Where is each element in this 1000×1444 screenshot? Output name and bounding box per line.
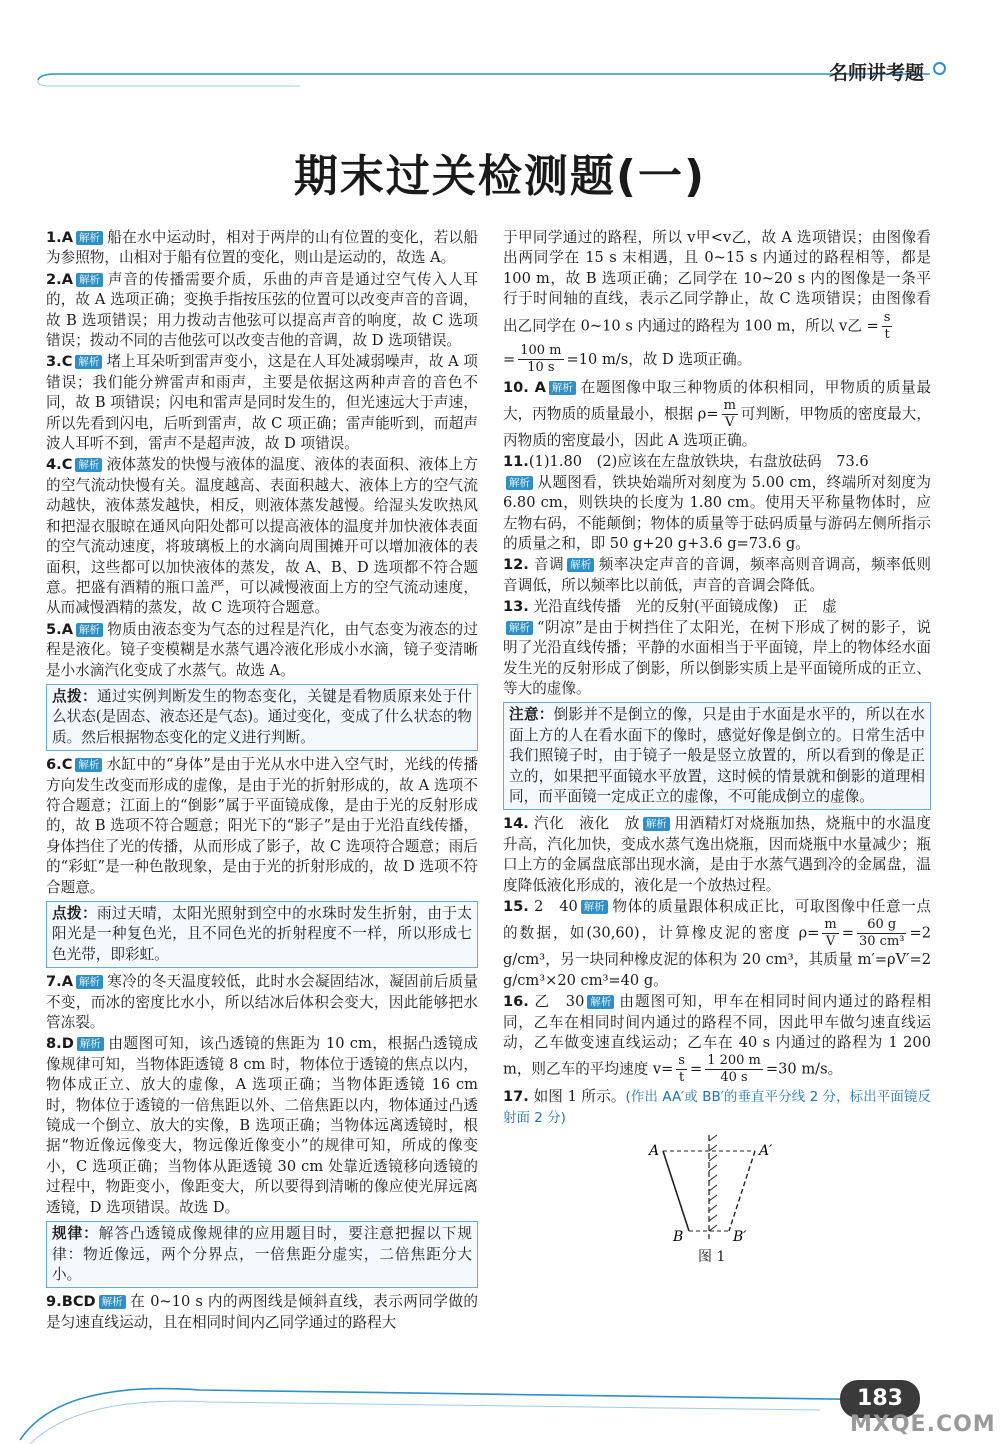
answer-5: 5.A 解析 物质由液态变为气态的过程是汽化，由气态变为液态的过程是液化。镜子变模糊是水蒸气遇冷液化形成小水滴，镜子变清晰是小水滴汽化变成了水蒸气。故选 A。 xyxy=(46,620,478,679)
answer-7: 7.A 解析 寒冷的冬天温度较低，此时水会凝固结冰，凝固前后质量不变，而冰的密度比水小，所以结冰后体积会变大，因此能够把水管冻裂。 xyxy=(46,973,478,1032)
fraction: $\frac{m}{V}$ xyxy=(824,917,837,950)
analysis-badge: 解析 xyxy=(581,900,608,914)
answer-10: 10. A 解析 在题图像中取三种物质的体积相同，甲物质的质量最大，丙物质的质量最小，根据 ρ= $\frac{m}{V}$ 可判断，甲物质的密度最大，丙物质的密度最小，因此 A 选项正确。 xyxy=(503,378,931,450)
tip-box: 点拨：通过实例判断发生的物态变化，关键是看物质原来处于什么状态(是固态、液态还是气态)。通过变化，变成了什么状态的物质。然后根据物态变化的定义进行判断。 xyxy=(46,684,478,751)
answer-2: 2.A 解析 声音的传播需要介质，乐曲的声音是通过空气传入人耳的，故 A 选项正确；变换手指按压弦的位置可以改变声音的音调，故 B 选项错误；用力拨动吉他弦可以提高声音的响度，故 C 选项错误；拨动不同的吉他弦可以改变吉他的音调，故 D 选项错误。 xyxy=(46,270,478,350)
note-box: 注意：倒影并不是倒立的像，只是由于水面是水平的，所以在水面上方的人在看水面下的像时，感觉好像是倒立的。日常生活中我们照镜子时，由于镜子一般是竖立放置的，所以看到的像是正立的，如果把平面镜水平放置，这时候的情景就和倒影的道理相同，而平面镜一定成正立的虚像，不可能成倒立的虚像。 xyxy=(503,702,931,810)
answer-3: 3.C 解析 堵上耳朵听到雷声变小，这是在人耳处减弱噪声，故 A 项错误；我们能分辨雷声和雨声，主要是依据这两种声音的音色不同，故 B 项错误；闪电和雷声是同时发生的，但光速远大于声速，所以先看到闪电，后听到雷声，故 C 项正确；雷声能听到，而超声波人耳听不到，雷声不是超声波，故 D 项错误。 xyxy=(46,353,478,453)
analysis-badge: 解析 xyxy=(75,758,102,772)
analysis-badge: 解析 xyxy=(99,1295,126,1309)
right-column xyxy=(503,228,931,1269)
answer-6: 6.C 解析 水缸中的“身体”是由于光从水中进入空气时，光线的传播方向发生改变而形成的虚像，是由于光的折射形成的，故 A 选项不符合题意；江面上的“倒影”属于平面镜成像，是由于光的反射形成的，故 B 选项不符合题意；阳光下的“影子”是由于光沿直线传播，身体挡住了光的传播，从而形成了影子，故 C 选项符合题意；雨后的“彩虹”是一种色散现象，是由于光的折射形成的，故 D 选项不符合题意。 xyxy=(46,756,478,896)
fraction: $\frac{1 200 m}{40 s}$ xyxy=(707,1053,761,1086)
answer-9-continued: 于甲同学通过的路程，所以 v甲<v乙，故 A 选项错误；由图像看出两同学在 15 s 末相遇，且 0~15 s 内通过的路程相等，都是 100 m，故 B 选项正确；乙同学在 10~20 s 内的图像是一条平行于时间轴的直线，表示乙同学静止，故 C 选项错误；由图像看出乙同学在 0~10 s 内通过的路程为 100 m，所以 v乙 = $\frac{s}{t}$ = $\frac{100 m}{10 s}$ =10 m/s，故 D 选项正确。 xyxy=(503,229,931,376)
left-column xyxy=(46,228,478,1334)
answer-11: 11.(1)1.80 (2)应该在左盘放铁块，右盘放砝码 73.6 解析 从题图看，铁块始端所对刻度为 5.00 cm，终端所对刻度为 6.80 cm，则铁块的长度为 1.80 cm。使用天平称量物体时，应左物右码，不能颠倒；物体的质量等于砝码质量与游码左侧所指示的质量之和，即 50 g+20 g+3.6 g=73.6 g。 xyxy=(503,453,931,553)
fraction: $\frac{60 g}{\text{30 cm³}}$ xyxy=(858,917,905,950)
answer-8: 8.D 解析 由题图可知，该凸透镜的焦距为 10 cm，根据凸透镜成像规律可知，当物体距透镜 8 cm 时，物体位于透镜的焦点以内，物体成正立、放大的虚像，A 选项正确；当物体距透镜 16 cm 时，物体位于透镜的一倍焦距以外、二倍焦距以内，物体通过凸透镜成一个倒立、放大的实像，B 选项正确；当物体远离透镜时，根据“物近像远像变大，物远像近像变小”的规律可知，所成的像变小，C 选项正确；当物体从距透镜 30 cm 处靠近透镜移向透镜的过程中，物距变小，像距变大，所以要得到清晰的像应使光屏远离透镜，D 选项错误。故选 D。 xyxy=(46,1035,478,1216)
analysis-badge: 解析 xyxy=(77,1037,104,1051)
label-B-prime: B′ xyxy=(733,1229,747,1246)
analysis-badge: 解析 xyxy=(567,558,594,572)
tip-box: 点拨：雨过天晴，太阳光照射到空中的水珠时发生折射，由于太阳光是一种复色光，且不同色光的折射程度不一样，所以形成七色光带，即彩虹。 xyxy=(46,901,478,968)
answer-12: 12. 音调 解析 频率决定声音的音调，频率高则音调高，频率低则音调低，所以频率比以前低，声音的音调会降低。 xyxy=(503,556,931,594)
analysis-badge: 解析 xyxy=(75,355,102,369)
header-ring-icon xyxy=(933,62,946,75)
figure-1 xyxy=(503,1129,931,1269)
answer-9: 9.BCD 解析 在 0~10 s 内的两图线是倾斜直线，表示两同学做的是匀速直线运动，且在相同时间内乙同学通过的路程大 xyxy=(46,1293,478,1331)
label-B: B xyxy=(673,1229,684,1246)
rule-box: 规律：解答凸透镜成像规律的应用题目时，要注意把握以下规律：物近像远，两个分界点，一倍焦距分虚实，二倍焦距分大小。 xyxy=(46,1221,478,1288)
fraction: $\frac{s}{t}$ xyxy=(883,309,891,342)
answer-1: 1.A 解析 船在水中运动时，相对于两岸的山有位置的变化，若以船为参照物，山相对于船有位置的变化，则山是运动的，故选 A。 xyxy=(46,229,478,267)
fraction: $\frac{m}{V}$ xyxy=(723,398,736,431)
mirror-diagram xyxy=(503,1129,931,1249)
watermark: MXQE.COM xyxy=(850,1412,996,1437)
label-A: A xyxy=(649,1143,660,1160)
analysis-badge: 解析 xyxy=(643,817,670,831)
page-number: 183 xyxy=(840,1380,920,1418)
answer-13: 13. 光沿直线传播 光的反射(平面镜成像) 正 虚 解析 “阴凉”是由于树挡住了太阳光，在树下形成了树的影子，说明了光沿直线传播；平静的水面相当于平面镜，岸上的物体经水面发生光的反射形成了倒影，所以倒影实质上是平面镜所成的正立、等大的虚像。 xyxy=(503,598,931,697)
answer-14: 14. 汽化 液化 放 解析 用酒精灯对烧瓶加热，烧瓶中的水温度升高，汽化加快，变成水蒸气逸出烧瓶，因而烧瓶中水量减少；瓶口上方的金属盘底部出现水滴，是由于水蒸气遇到冷的金属盘，温度降低液化形成的，液化是一个放热过程。 xyxy=(503,815,931,894)
analysis-badge: 解析 xyxy=(76,975,103,989)
answer-16: 16. 乙 30 解析 由题图可知，甲车在相同时间内通过的路程相同，乙车在相同时间内通过的路程不同，因此甲车做匀速直线运动，乙车做变速直线运动；乙车在 40 s 内通过的路程为 1 200 m，则乙车的平均速度 v= $\frac{s}{t}$ = $\frac{1 200 m}{40 s}$ =30 m/s。 xyxy=(503,993,932,1086)
analysis-badge: 解析 xyxy=(587,995,614,1009)
page-title: 期末过关检测题(一) xyxy=(293,151,707,202)
analysis-badge: 解析 xyxy=(76,231,103,245)
analysis-badge: 解析 xyxy=(76,273,103,287)
answer-4: 4.C 解析 液体蒸发的快慢与液体的温度、液体的表面积、液体上方的空气流动快慢有关。温度越高、表面积越大、液体上方的空气流动越快，液体蒸发越快，相反，则液体蒸发越慢。给湿头发吹热风和把湿衣服晾在通风向阳处都可以提高液体的温度并加快液体表面的空气流动速度，将玻璃板上的水滴向周围摊开可以增加液体的表面积，这些都可以加快液体的蒸发，故 A、B、D 选项都不符合题意。把盛有酒精的瓶口盖严，可以减慢液面上方的空气流动速度，从而减慢酒精的蒸发，故 C 选项符合题意。 xyxy=(46,456,478,617)
answer-17: 17. 如图 1 所示。(作出 AA′或 BB′的垂直平分线 2 分，标出平面镜反射面 2 分) xyxy=(503,1088,931,1126)
analysis-badge: 解析 xyxy=(506,621,533,635)
fraction: $\frac{s}{t}$ xyxy=(678,1053,685,1086)
analysis-badge: 解析 xyxy=(506,476,533,490)
answer-15: 15. 2 40 解析 物体的质量跟体积成正比，可取图像中任意一点的数据，如(30,60)，计算橡皮泥的密度 ρ= $\frac{m}{V}$ = $\frac{60 g}{\text{30 cm³}}$ =2 g/cm³，另一块同种橡皮泥的体积为 20 cm³，其质量 m′=ρV′=2 g/cm³×20 cm³=40 g。 xyxy=(503,897,931,989)
analysis-badge: 解析 xyxy=(549,381,576,395)
analysis-badge: 解析 xyxy=(75,458,102,472)
analysis-badge: 解析 xyxy=(76,623,103,637)
label-A-prime: A′ xyxy=(759,1143,773,1160)
header-brand: 名师讲考题 xyxy=(828,62,924,84)
fraction: $\frac{100 m}{10 s}$ xyxy=(520,343,562,376)
figure-caption: 图 1 xyxy=(698,1249,726,1266)
